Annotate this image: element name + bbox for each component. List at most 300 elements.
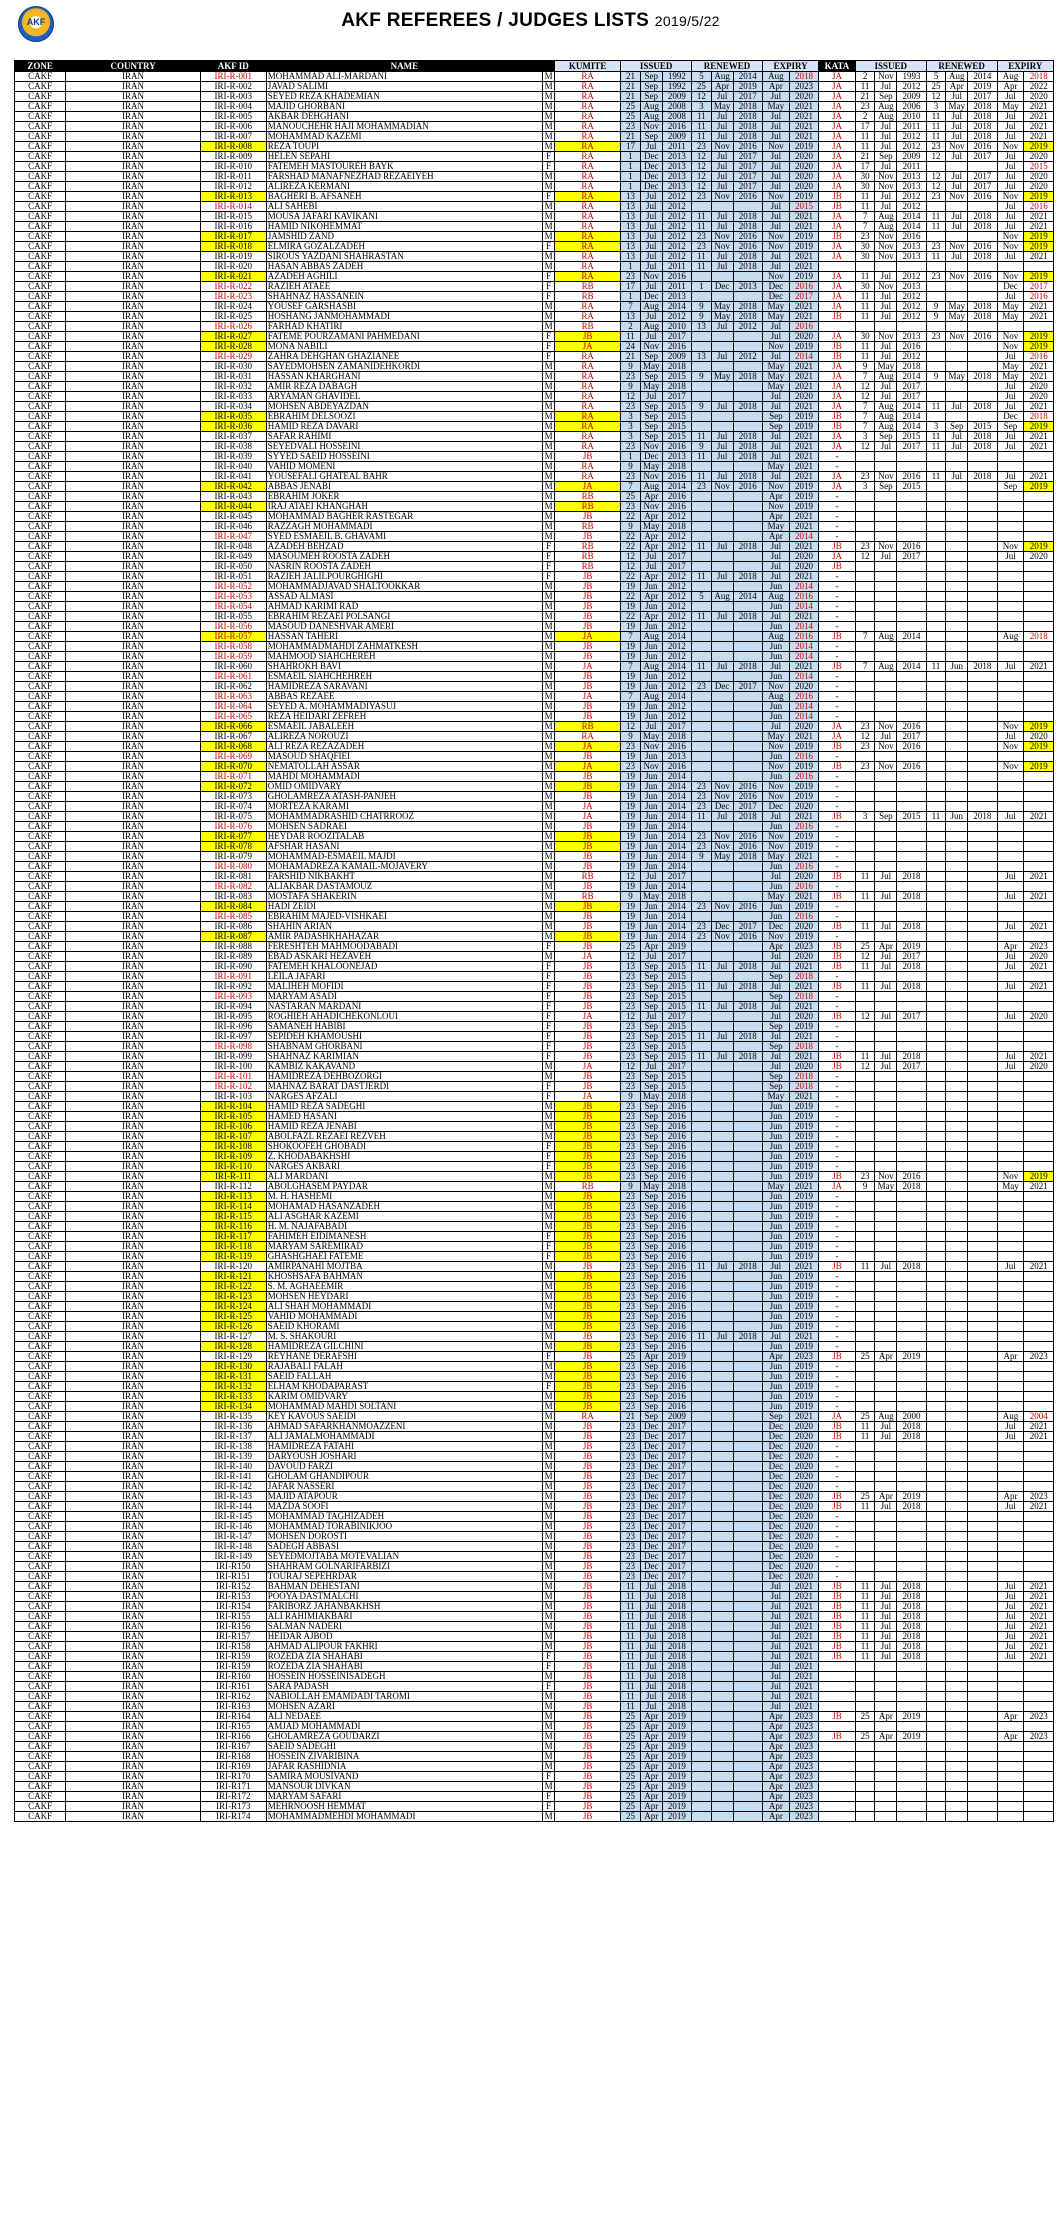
table-cell: 2016	[662, 1152, 691, 1162]
table-cell: Sep	[640, 1002, 662, 1012]
table-cell: 11	[692, 572, 712, 582]
table-cell: -	[819, 792, 856, 802]
table-cell: JB	[555, 1462, 621, 1472]
table-cell	[897, 1332, 926, 1342]
table-cell: 2014	[662, 792, 691, 802]
table-cell	[897, 1032, 926, 1042]
table-cell	[946, 592, 968, 602]
table-cell	[711, 1292, 733, 1302]
table-cell: HAMIDREZA SARAVANI	[266, 682, 542, 692]
table-cell: 2011	[662, 282, 691, 292]
table-cell	[926, 592, 946, 602]
table-cell: 23	[621, 1542, 641, 1552]
table-cell: 12	[855, 952, 875, 962]
table-cell: 2009	[662, 352, 691, 362]
table-cell: Jul	[640, 1582, 662, 1592]
table-cell: 1	[621, 172, 641, 182]
table-cell	[733, 1732, 762, 1742]
table-cell: 2021	[1024, 1642, 1054, 1652]
table-cell: JB	[555, 1552, 621, 1562]
table-cell: 1	[621, 452, 641, 462]
table-cell: Apr	[762, 1772, 789, 1782]
table-cell: 2020	[789, 1512, 818, 1522]
table-cell	[875, 1812, 897, 1822]
table-cell: RA	[555, 362, 621, 372]
table-cell	[692, 1402, 712, 1412]
table-cell: IRAN	[66, 602, 200, 612]
table-cell: F	[542, 572, 554, 582]
table-cell: Jul	[711, 152, 733, 162]
table-cell	[997, 1242, 1024, 1252]
table-cell	[692, 1552, 712, 1562]
table-cell: CAKF	[15, 1052, 66, 1062]
table-cell: IRAN	[66, 1622, 200, 1632]
table-cell: 12	[621, 872, 641, 882]
table-cell: M	[542, 862, 554, 872]
table-cell: CAKF	[15, 1552, 66, 1562]
table-cell: 2012	[662, 252, 691, 262]
table-cell: 2021	[789, 1612, 818, 1622]
table-cell: 23	[621, 1312, 641, 1322]
table-cell	[926, 1322, 946, 1332]
table-cell	[897, 772, 926, 782]
table-cell: 2016	[1024, 292, 1054, 302]
table-cell	[997, 1032, 1024, 1042]
table-cell: -	[819, 822, 856, 832]
table-cell: Jul	[997, 732, 1024, 742]
table-cell: ARYAMAN GHAVIDEL	[266, 392, 542, 402]
table-cell: Dec	[762, 1492, 789, 1502]
table-cell: Sep	[640, 982, 662, 992]
table-cell: IRI-R-015	[200, 212, 266, 222]
table-body	[15, 72, 1054, 1822]
table-cell: 19	[621, 772, 641, 782]
table-cell	[733, 1522, 762, 1532]
table-cell: Nov	[875, 232, 897, 242]
table-cell: JA	[819, 402, 856, 412]
table-cell: IRI-R-023	[200, 292, 266, 302]
table-cell: 2020	[1024, 182, 1054, 192]
table-cell	[855, 1702, 875, 1712]
table-cell: IRI-R-128	[200, 1342, 266, 1352]
table-cell	[997, 512, 1024, 522]
table-cell	[855, 1222, 875, 1232]
table-cell: 2016	[662, 1282, 691, 1292]
table-cell	[897, 1132, 926, 1142]
table-cell	[692, 762, 712, 772]
table-cell: MARYAM SAREMIRAD	[266, 1242, 542, 1252]
table-cell: Aug	[875, 632, 897, 642]
table-cell: Jun	[762, 1212, 789, 1222]
table-cell: CAKF	[15, 92, 66, 102]
table-cell	[946, 1252, 968, 1262]
table-cell: 2021	[1024, 982, 1054, 992]
table-cell: IRAN	[66, 562, 200, 572]
table-cell: 2018	[733, 572, 762, 582]
table-cell: IRAN	[66, 922, 200, 932]
table-cell	[897, 1802, 926, 1812]
table-cell	[1024, 1682, 1054, 1692]
table-cell: -	[819, 1212, 856, 1222]
table-cell: IRI-R-117	[200, 1232, 266, 1242]
table-cell: JB	[555, 452, 621, 462]
table-cell: 2016	[662, 1272, 691, 1282]
table-cell: 2020	[789, 1502, 818, 1512]
table-cell: IRAN	[66, 852, 200, 862]
table-cell: -	[819, 1202, 856, 1212]
table-cell	[946, 1702, 968, 1712]
table-cell: Jul	[762, 262, 789, 272]
table-cell: 2021	[1024, 1652, 1054, 1662]
table-cell: CAKF	[15, 282, 66, 292]
table-cell: 2016	[662, 1362, 691, 1372]
table-cell	[855, 492, 875, 502]
table-cell: CAKF	[15, 182, 66, 192]
table-row	[15, 652, 1054, 662]
table-cell	[875, 1572, 897, 1582]
table-cell	[1024, 712, 1054, 722]
table-row	[15, 872, 1054, 882]
table-row	[15, 1212, 1054, 1222]
table-cell: IRAN	[66, 182, 200, 192]
table-cell: CAKF	[15, 242, 66, 252]
table-cell	[692, 1592, 712, 1602]
table-cell	[733, 492, 762, 502]
table-cell	[711, 1322, 733, 1332]
table-cell	[968, 1672, 997, 1682]
table-cell	[997, 832, 1024, 842]
table-cell: JA	[819, 222, 856, 232]
table-cell	[897, 582, 926, 592]
table-cell: 11	[692, 662, 712, 672]
table-cell	[968, 572, 997, 582]
table-cell: Apr	[640, 592, 662, 602]
table-cell: F	[542, 1092, 554, 1102]
table-cell: JB	[555, 1542, 621, 1552]
table-cell: M	[542, 722, 554, 732]
table-cell	[968, 1792, 997, 1802]
table-cell: Jun	[762, 1202, 789, 1212]
table-cell: 2012	[897, 352, 926, 362]
table-cell: 2015	[662, 422, 691, 432]
table-cell: M	[542, 1292, 554, 1302]
table-row	[15, 1312, 1054, 1322]
table-cell: IRI-R-140	[200, 1462, 266, 1472]
table-cell: VAHID MOHAMMADI	[266, 1312, 542, 1322]
table-cell	[926, 942, 946, 952]
table-cell	[1024, 1692, 1054, 1702]
table-cell	[692, 492, 712, 502]
table-cell: JB	[819, 1422, 856, 1432]
table-cell: 11	[855, 352, 875, 362]
table-cell	[926, 1512, 946, 1522]
table-cell: 19	[621, 822, 641, 832]
table-cell	[1024, 622, 1054, 632]
table-cell: KAMBIZ KAKAVAND	[266, 1062, 542, 1072]
table-cell	[997, 1022, 1024, 1032]
table-cell: Sep	[640, 1332, 662, 1342]
table-cell: Aug	[640, 102, 662, 112]
table-cell: 2018	[897, 1622, 926, 1632]
table-cell: Jul	[640, 552, 662, 562]
table-cell	[997, 1762, 1024, 1772]
table-row	[15, 392, 1054, 402]
table-cell: 2017	[897, 1062, 926, 1072]
table-cell: MASOUD SHAQFIEI	[266, 752, 542, 762]
table-cell: IRAN	[66, 1392, 200, 1402]
table-cell: M	[542, 1692, 554, 1702]
table-cell: 11	[692, 122, 712, 132]
table-cell: F	[542, 1772, 554, 1782]
table-cell: Dec	[640, 182, 662, 192]
table-cell	[711, 582, 733, 592]
table-cell: SEYED REZA KHADEMIAN	[266, 92, 542, 102]
table-cell: RA	[555, 732, 621, 742]
table-cell	[897, 562, 926, 572]
table-cell: 12	[692, 182, 712, 192]
table-cell	[926, 1412, 946, 1422]
table-cell: 2021	[1024, 812, 1054, 822]
table-cell	[875, 692, 897, 702]
table-cell: CAKF	[15, 362, 66, 372]
table-cell	[733, 1102, 762, 1112]
table-cell: 2021	[789, 512, 818, 522]
table-cell: May	[640, 382, 662, 392]
table-cell: CAKF	[15, 152, 66, 162]
table-cell: May	[875, 1182, 897, 1192]
table-cell: 2021	[1024, 252, 1054, 262]
table-cell: 13	[621, 202, 641, 212]
table-cell: MANSOUR DIVKAN	[266, 1782, 542, 1792]
table-cell: 23	[621, 1202, 641, 1212]
table-cell: JA	[819, 292, 856, 302]
table-cell: JB	[555, 902, 621, 912]
table-cell	[733, 1152, 762, 1162]
table-cell	[875, 992, 897, 1002]
table-row	[15, 1272, 1054, 1282]
table-cell: 2014	[897, 402, 926, 412]
table-cell	[946, 262, 968, 272]
table-cell: JA	[555, 342, 621, 352]
table-cell: 2021	[789, 112, 818, 122]
table-cell: 2019	[1024, 542, 1054, 552]
table-cell	[897, 1762, 926, 1772]
table-cell: CAKF	[15, 1602, 66, 1612]
table-cell	[897, 1232, 926, 1242]
table-cell	[855, 1472, 875, 1482]
table-cell: 23	[855, 722, 875, 732]
table-cell: RB	[555, 322, 621, 332]
table-cell: 2017	[662, 1422, 691, 1432]
table-cell: -	[819, 622, 856, 632]
table-cell: 2021	[789, 962, 818, 972]
table-cell: 2012	[662, 572, 691, 582]
table-cell: M	[542, 772, 554, 782]
table-cell: LEILA JAFARI	[266, 972, 542, 982]
table-cell: Jul	[762, 1002, 789, 1012]
table-cell	[997, 912, 1024, 922]
table-cell: CAKF	[15, 1292, 66, 1302]
table-cell: 2016	[1024, 352, 1054, 362]
table-cell	[855, 452, 875, 462]
table-cell: IRAN	[66, 722, 200, 732]
table-cell: 2018	[662, 522, 691, 532]
table-cell: 25	[621, 1802, 641, 1812]
table-cell: 11	[692, 222, 712, 232]
table-cell	[968, 702, 997, 712]
table-cell	[1024, 642, 1054, 652]
table-cell: 2015	[662, 962, 691, 972]
table-cell: JB	[819, 542, 856, 552]
table-cell: RA	[555, 472, 621, 482]
table-cell: 2019	[789, 1292, 818, 1302]
table-cell: Nov	[711, 232, 733, 242]
table-cell: ZAHRA DEHGHAN GHAZIANEE	[266, 352, 542, 362]
table-cell	[875, 1152, 897, 1162]
table-cell: 2020	[1024, 152, 1054, 162]
table-cell: 2019	[1024, 1172, 1054, 1182]
table-cell: 2021	[1024, 132, 1054, 142]
table-row	[15, 1552, 1054, 1562]
table-cell: Jul	[875, 982, 897, 992]
table-cell	[946, 982, 968, 992]
table-cell	[968, 1102, 997, 1112]
table-cell: 23	[621, 1002, 641, 1012]
table-cell: IRAN	[66, 742, 200, 752]
table-cell: CAKF	[15, 1162, 66, 1172]
table-cell: 19	[621, 852, 641, 862]
table-cell	[692, 1642, 712, 1652]
table-cell	[926, 892, 946, 902]
table-cell	[875, 1242, 897, 1252]
table-cell: -	[819, 1552, 856, 1562]
table-cell	[711, 1222, 733, 1232]
table-cell	[897, 532, 926, 542]
table-cell: JB	[819, 1432, 856, 1442]
table-cell	[855, 1132, 875, 1142]
table-cell	[897, 1692, 926, 1702]
table-cell: MORTEZA KARAMI	[266, 802, 542, 812]
table-cell: 19	[621, 862, 641, 872]
table-cell: 2018	[733, 372, 762, 382]
table-cell: JB	[819, 1012, 856, 1022]
table-row	[15, 552, 1054, 562]
table-cell: Sep	[640, 1232, 662, 1242]
table-cell: 2017	[662, 1462, 691, 1472]
table-cell	[855, 1332, 875, 1342]
table-cell: 2021	[1024, 962, 1054, 972]
table-cell: 2018	[733, 122, 762, 132]
table-row	[15, 952, 1054, 962]
table-cell: 2016	[897, 742, 926, 752]
table-cell: Nov	[711, 842, 733, 852]
table-cell	[1024, 1042, 1054, 1052]
table-cell: -	[819, 532, 856, 542]
table-cell: Jul	[997, 1052, 1024, 1062]
table-cell: 2017	[662, 332, 691, 342]
table-cell	[733, 1762, 762, 1772]
table-cell	[692, 1242, 712, 1252]
table-cell: F	[542, 542, 554, 552]
table-cell: JB	[555, 702, 621, 712]
table-cell: 12	[855, 732, 875, 742]
table-cell: 7	[855, 212, 875, 222]
table-cell: JA	[555, 692, 621, 702]
table-cell: 2016	[662, 762, 691, 772]
table-cell	[692, 1412, 712, 1422]
table-cell: Apr	[640, 612, 662, 622]
table-cell: CAKF	[15, 1612, 66, 1622]
table-cell	[968, 592, 997, 602]
table-cell: 2015	[662, 1052, 691, 1062]
table-cell: CAKF	[15, 1532, 66, 1542]
table-cell: IRAN	[66, 112, 200, 122]
table-cell	[926, 712, 946, 722]
table-row	[15, 1112, 1054, 1122]
table-cell: 11	[926, 112, 946, 122]
table-cell: IRAN	[66, 242, 200, 252]
table-cell: 2019	[662, 1772, 691, 1782]
table-cell	[1024, 522, 1054, 532]
table-cell	[926, 1422, 946, 1432]
table-cell: 23	[621, 502, 641, 512]
table-cell	[946, 562, 968, 572]
table-cell: JB	[555, 1812, 621, 1822]
table-cell: M	[542, 232, 554, 242]
table-cell: M	[542, 1412, 554, 1422]
table-cell: GHOLAMREZA GOUDARZI	[266, 1732, 542, 1742]
table-cell	[968, 862, 997, 872]
table-cell: Jul	[997, 132, 1024, 142]
table-cell: ALI NEDAEE	[266, 1712, 542, 1722]
table-cell	[997, 1512, 1024, 1522]
table-cell: 2017	[733, 682, 762, 692]
table-cell: IRI-R-108	[200, 1142, 266, 1152]
table-cell: 2019	[662, 942, 691, 952]
table-cell: 2018	[662, 1092, 691, 1102]
table-cell	[897, 1092, 926, 1102]
table-cell: JB	[819, 412, 856, 422]
table-cell: 2017	[897, 392, 926, 402]
table-cell: IRAN	[66, 1602, 200, 1612]
table-cell	[855, 1782, 875, 1792]
table-cell: IRAN	[66, 882, 200, 892]
table-cell	[997, 1522, 1024, 1532]
table-cell	[692, 1372, 712, 1382]
table-cell: POOYA DASTMALCHI	[266, 1592, 542, 1602]
table-cell	[926, 1172, 946, 1182]
table-cell: Sep	[640, 82, 662, 92]
table-cell: 25	[692, 82, 712, 92]
table-cell: ALI SHAH MOHAMMADI	[266, 1302, 542, 1312]
table-cell: -	[819, 612, 856, 622]
table-cell	[1024, 1202, 1054, 1212]
table-cell	[946, 1292, 968, 1302]
table-cell: 2014	[662, 812, 691, 822]
table-cell	[819, 1802, 856, 1812]
table-cell: IRAN	[66, 392, 200, 402]
table-cell	[926, 682, 946, 692]
table-cell: 23	[621, 272, 641, 282]
table-cell: JB	[555, 1692, 621, 1702]
table-cell: 11	[692, 1052, 712, 1062]
table-cell	[968, 1342, 997, 1352]
table-cell: 25	[621, 1782, 641, 1792]
table-cell	[926, 1102, 946, 1112]
table-cell: IRAN	[66, 1022, 200, 1032]
table-cell	[733, 1472, 762, 1482]
table-cell: -	[819, 1272, 856, 1282]
